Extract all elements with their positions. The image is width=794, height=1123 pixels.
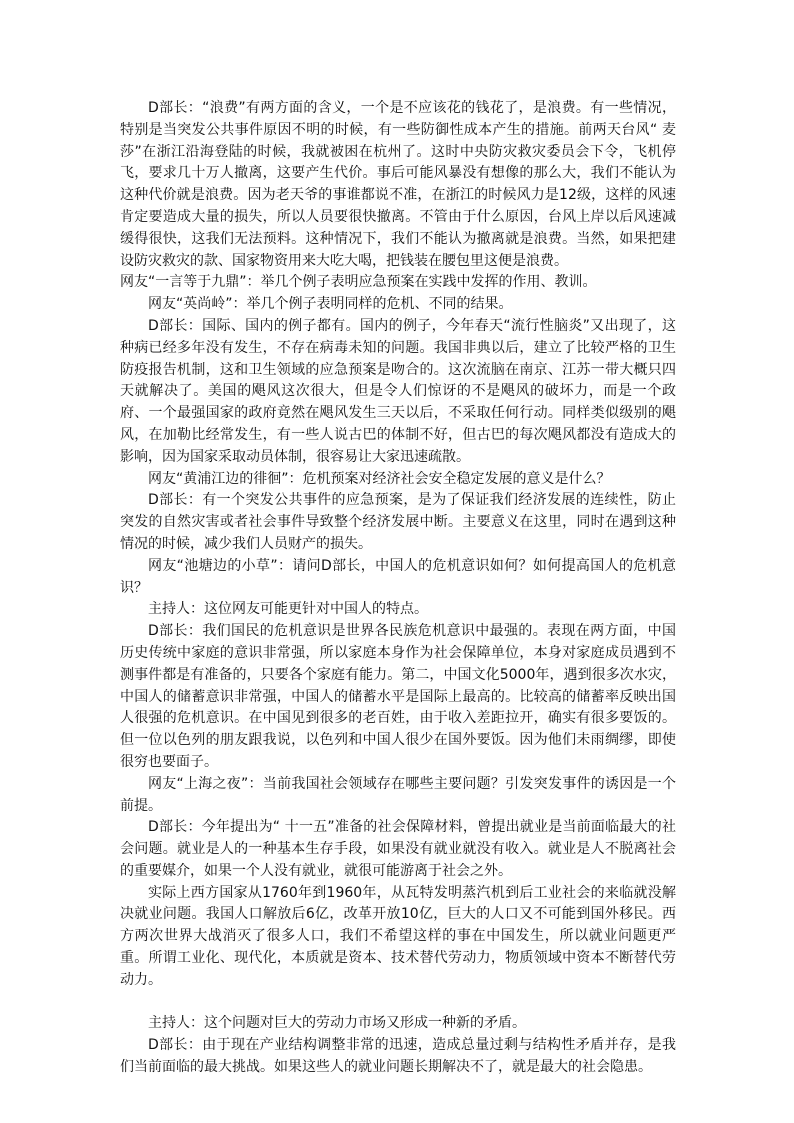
paragraph-2: 网友“一言等于九鼎”：举几个例子表明应急预案在实践中发挥的作用、教训。 [120, 274, 597, 291]
paragraph-10: 网友“上海之夜”：当前我国社会领域存在哪些主要问题？引发突发事件的诱因是一个前提。 [120, 775, 676, 814]
paragraph-1: D部长：“浪费”有两方面的含义，一个是不应该花的钱花了，是浪费。有一些情况，特别是当突发公共事件原因不明的时候，有一些防御性成本产生的措施。前两天台风“ 麦莎”在浙江沿海登陆的时候，我就被困在杭州了。这时中央防灾救灾委员会下令，飞机停飞，要求几十万人撤离，这要产生代价。事后可能风暴没有想像的那么大，我们不能认为这种代价就是浪费。因为老天爷的事谁都说不准，在浙江的时候风力是12级，这样的风速肯定要造成大量的损失，所以人员要很快撤离。不管由于什么原因，台风上岸以后风速减缓得很快，这我们无法预料。这种情况下，我们不能认为撤离就是浪费。当然，如果把建设防灾救灾的款、国家物资用来大吃大喝，把钱装在腰包里这便是浪费。 [120, 100, 676, 269]
paragraph-7: 网友“池塘边的小草”：请问D部长，中国人的危机意识如何？如何提高国人的危机意识？ [120, 557, 676, 596]
paragraph-11: D部长：今年提出为“ 十一五”准备的社会保障材料，曾提出就业是当前面临最大的社会问题。就业是人的一种基本生存手段，如果没有就业就没有收入。就业是人不脱离社会的重要媒介，如果一个人没有就业，就很可能游离于社会之外。 [120, 819, 676, 879]
paragraph-4: D部长：国际、国内的例子都有。国内的例子，今年春天“流行性脑炎”又出现了，这种病已经多年没有发生，不存在病毒未知的问题。我国非典以后，建立了比较严格的卫生防疫报告机制，这和卫生领域的应急预案是吻合的。这次流脑在南京、江苏一带大概只四天就解决了。美国的飓风这次很大，但是令人们惊讶的不是飓风的破坏力，而是一个政府、一个最强国家的政府竟然在飓风发生三天以后，不采取任何行动。同样类似级别的飓风，在加勒比经常发生，有一些人说古巴的体制不好，但古巴的每次飓风都没有造成大的影响，因为国家采取动员体制，很容易让大家迅速疏散。 [120, 317, 676, 465]
paragraph-6: D部长：有一个突发公共事件的应急预案，是为了保证我们经济发展的连续性，防止突发的自然灾害或者社会事件导致整个经济发展中断。主要意义在这里，同时在遇到这种情况的时候，减少我们人员财产的损失。 [120, 492, 676, 552]
paragraph-12: 实际上西方国家从1760年到1960年，从瓦特发明蒸汽机到后工业社会的来临就没解决就业问题。我国人口解放后6亿，改革开放10亿，巨大的人口又不可能到国外移民。西方两次世界大战消灭了很多人口，我们不希望这样的事在中国发生，所以就业问题更严重。所谓工业化、现代化，本质就是资本、技术替代劳动力，物质领域中资本不断替代劳动力。 [120, 884, 676, 988]
paragraph-14: D部长：由于现在产业结构调整非常的迅速，造成总量过剩与结构性矛盾并存，是我们当前面临的最大挑战。如果这些人的就业问题长期解决不了，就是最大的社会隐患。 [120, 1037, 676, 1076]
paragraph-9: D部长：我们国民的危机意识是世界各民族危机意识中最强的。表现在两方面，中国历史传统中家庭的意识非常强，所以家庭本身作为社会保障单位，本身对家庭成员遇到不测事件都是有准备的，只要各个家庭有能力。第二，中国文化5000年，遇到很多次水灾，中国人的储蓄意识非常强，中国人的储蓄水平是国际上最高的。比较高的储蓄率反映出国人很强的危机意识。在中国见到很多的老百姓，由于收入差距拉开，确实有很多要饭的。但一位以色列的朋友跟我说，以色列和中国人很少在国外要饭。因为他们未雨绸缪，即使很穷也要面子。 [120, 623, 676, 770]
paragraph-5: 网友“黄浦江边的徘徊”：危机预案对经济社会安全稳定发展的意义是什么？ [148, 470, 611, 487]
paragraph-3: 网友“英尚岭”：举几个例子表明同样的危机、不同的结果。 [148, 296, 513, 313]
document-body [120, 98, 676, 1079]
paragraph-13: 主持人：这个问题对巨大的劳动力市场又形成一种新的矛盾。 [148, 1015, 526, 1032]
paragraph-8: 主持人：这位网友可能更针对中国人的特点。 [148, 601, 428, 618]
